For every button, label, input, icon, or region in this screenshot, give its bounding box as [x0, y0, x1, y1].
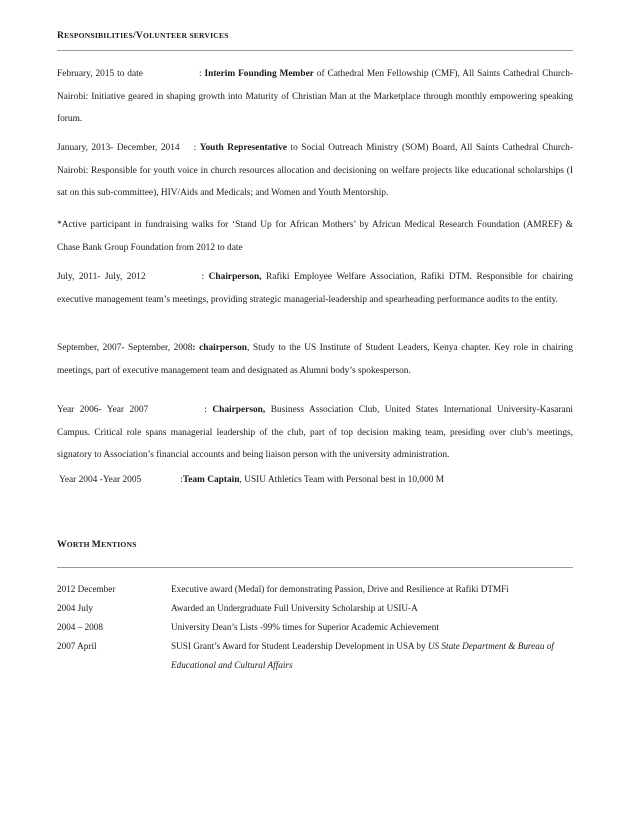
entry-date: February, 2015 to date [57, 69, 143, 79]
entry-text: Business Association Club, United States International University-Kasarani Campus. Critical role spans managerial leadership of the club, part of top decision making team, presiding over club’s meetings, signatory to Association’s financial accounts and being liaison person with the university administration. [57, 405, 574, 461]
title-smallcaps: ENTIONS [101, 540, 137, 549]
title-initial: W [57, 539, 67, 550]
entry-date: September, 2007- September, 2008 [57, 343, 193, 353]
entry-text: Rafiki Employee Welfare Association, Rafiki DTM. Responsible for chairing executive management team’s meetings, providing strategic managerial-leadership and spearheading performance audits to the entity. [57, 272, 573, 305]
mention-text-italic: US State Department & Bureau of Educational and Cultural Affairs [171, 641, 554, 670]
entry-role: Chairperson, [212, 405, 266, 415]
section-title-responsibilities [57, 30, 229, 41]
mention-text: University Dean’s Lists -99% times for Superior Academic Achievement [171, 622, 439, 632]
mention-text: Executive award (Medal) for demonstrating Passion, Drive and Resilience at Rafiki DTMFi [171, 584, 509, 594]
entry-role: Interim Founding Member [204, 69, 314, 79]
entry-rafiki-welfare [57, 266, 573, 311]
colon: : [198, 69, 202, 79]
entry-text: , USIU Athletics Team with Personal best in 10,000 M [239, 475, 445, 485]
mention-text: Awarded an Undergraduate Full University Scholarship at USIU-A [171, 603, 418, 613]
title-initial: R [57, 30, 65, 41]
entry-role: chairperson [199, 343, 248, 353]
entry-som [57, 137, 573, 205]
section-divider [57, 50, 573, 51]
colon: : [201, 272, 205, 282]
entry-date: July, 2011- July, 2012 [57, 272, 146, 282]
title-initial: /V [133, 30, 143, 41]
entry-role: Team Captain [182, 475, 240, 485]
mention-date: 2004 – 2008 [57, 622, 103, 632]
entry-date: Year 2004 -Year 2005 [59, 475, 142, 485]
entry-athletics [59, 469, 575, 492]
entry-susi [57, 337, 573, 382]
colon: : [180, 475, 183, 485]
entry-date: January, 2013- December, 2014 [57, 143, 180, 153]
colon: : [193, 143, 197, 153]
colon: : [204, 405, 207, 415]
title-smallcaps: ORTH [66, 540, 92, 549]
colon: : [192, 343, 196, 353]
entry-note-amref: *Active participant in fundraising walks for ‘Stand Up for African Mothers’ by African Medical Research Foundation (AMREF) & Chase Bank Group Foundation from 2012 to date [57, 220, 573, 253]
entry-role: Youth Representative [199, 143, 287, 153]
mention-date: 2007 April [57, 641, 97, 651]
mention-text [171, 637, 573, 675]
title-smallcaps: ESPONSIBILITIES [64, 31, 133, 40]
title-smallcaps: OLUNTEER SERVICES [143, 31, 229, 40]
mention-text-plain: SUSI Grant’s Award for Student Leadership Development in USA by [171, 641, 428, 651]
entry-text: to Social Outreach Ministry (SOM) Board, All Saints Cathedral Church-Nairobi: Responsible for youth voice in church resources allocation and decisioning on welfare projects like educational scholarships (I sat on this sub-committee), HIV/Aids and Medicals; and Women and Youth Mentorship. [57, 143, 573, 199]
section-title-worth-mentions [57, 539, 137, 550]
entry-business-club [57, 399, 573, 467]
entry-text: of Cathedral Men Fellowship (CMF), All Saints Cathedral Church-Nairobi: Initiative geared in shaping growth into Maturity of Christian Man at the Marketplace through monthly empowering speaking forum. [57, 69, 574, 125]
entry-role: Chairperson, [208, 272, 262, 282]
section-divider [57, 567, 573, 568]
mention-date: 2004 July [57, 603, 93, 613]
entry-date: Year 2006- Year 2007 [57, 405, 149, 415]
mention-date: 2012 December [57, 584, 116, 594]
title-initial: M [91, 539, 102, 550]
entry-text: , Study to the US Institute of Student Leaders, Kenya chapter. Key role in chairing meetings, part of executive management team and designated as Alumni body’s spokesperson. [57, 343, 573, 376]
entry-cmf [57, 63, 573, 131]
